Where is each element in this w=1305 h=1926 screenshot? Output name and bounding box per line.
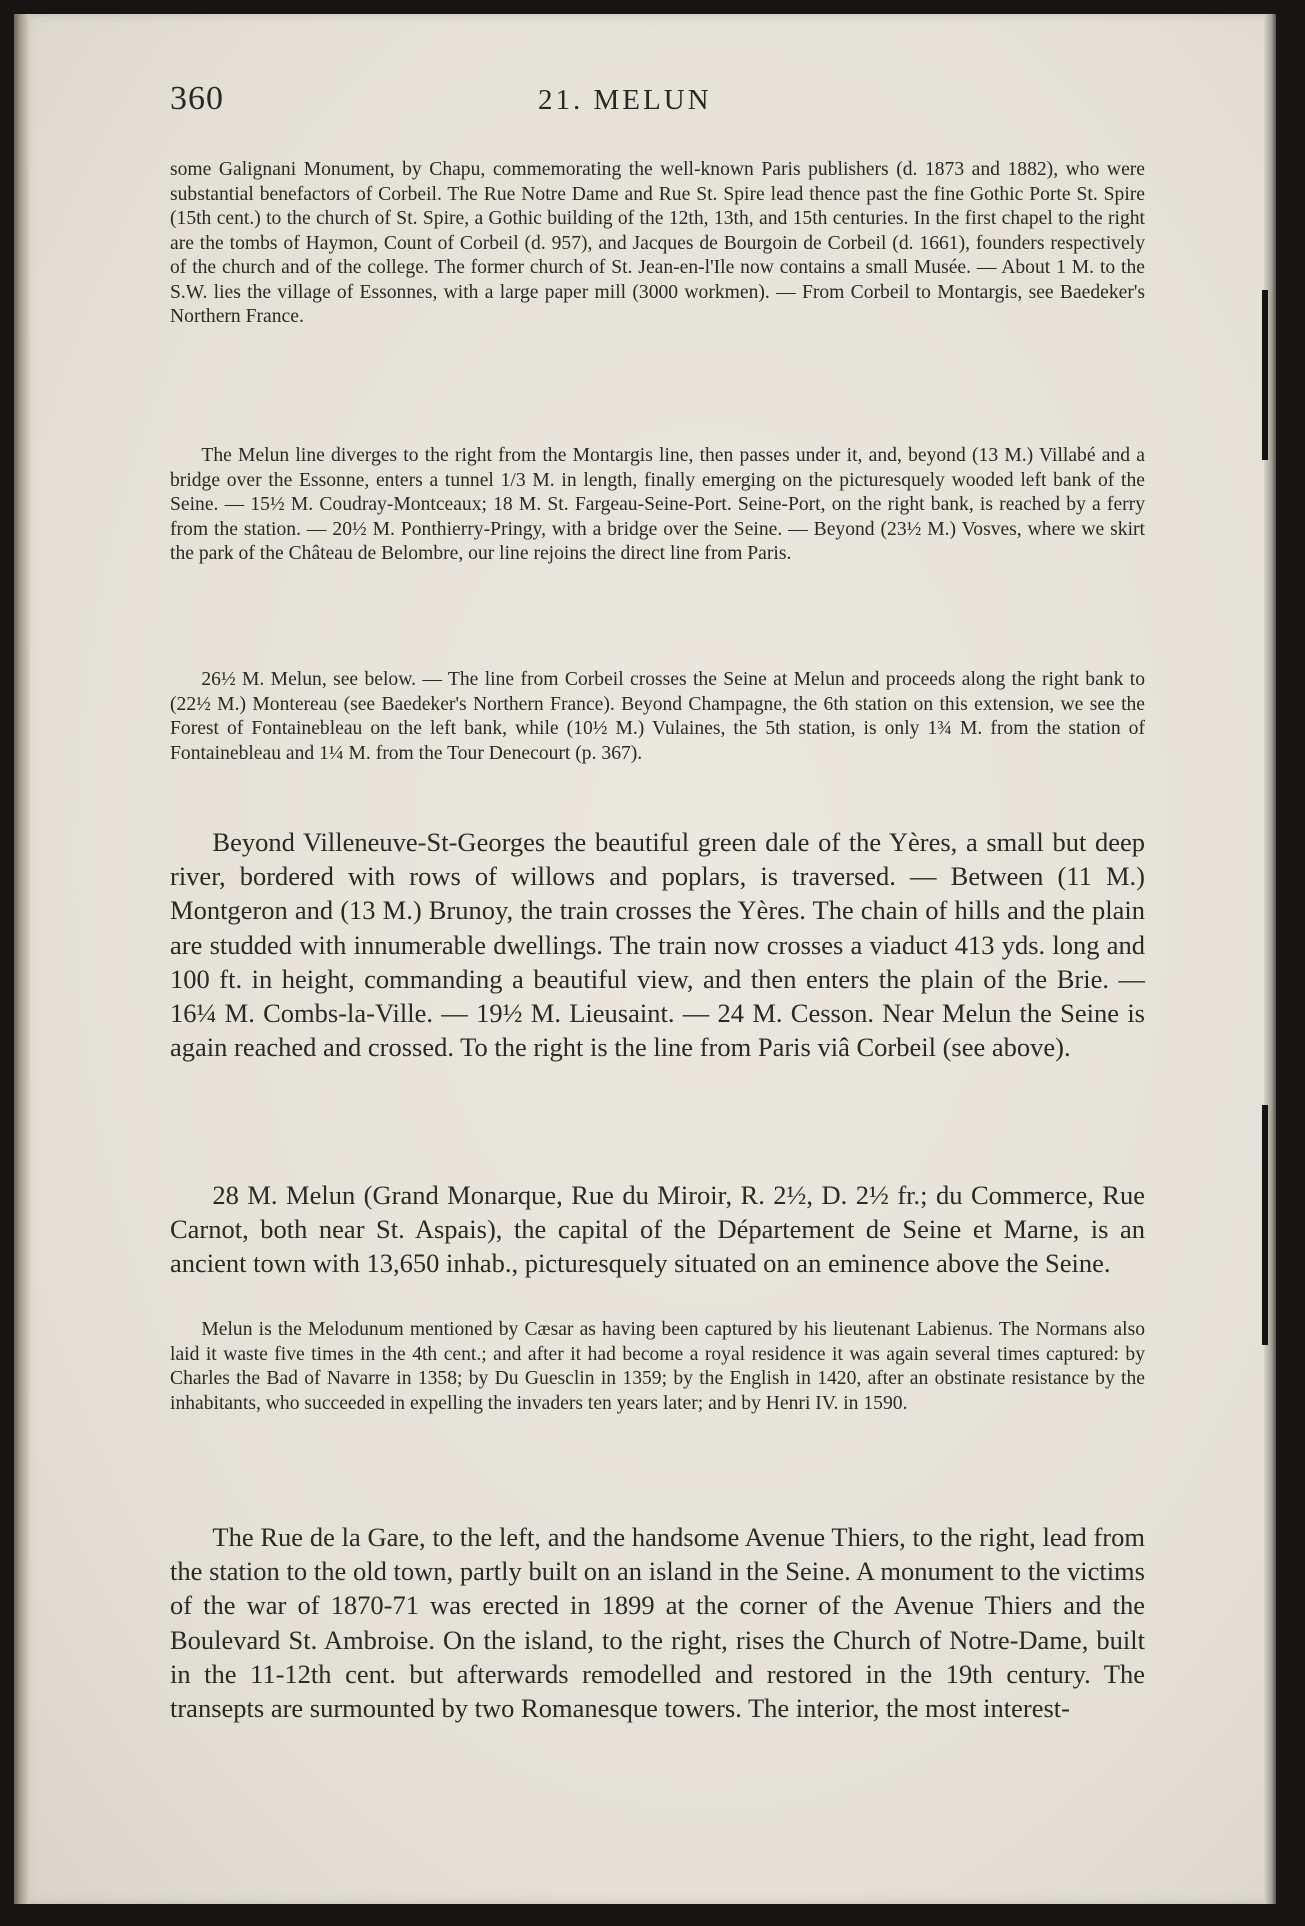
page-header <box>170 80 1150 120</box>
edge-tab-mark <box>1262 290 1268 460</box>
paragraph-villeneuve <box>170 825 1145 1064</box>
paragraph-text: some Galignani Monument, by Chapu, commemorating the well-known Paris publishers (d. 1873 and 1882), who were substantial benefactors of Corbeil. The Rue Notre Dame and Rue St. Spire lead thence past the fine Gothic Porte St. Spire (15th cent.) to the church of St. Spire, a Gothic building of the 12th, 13th, and 15th centuries. In the first chapel to the right are the tombs of Haymon, Count of Corbeil (d. 957), and Jacques de Bourgoin de Corbeil (d. 1661), founders respectively of the church and of the college. The former church of St. Jean-en-l'Ile now contains a small Musée. — About 1 M. to the S.W. lies the village of Essonnes, with a large paper mill (3000 workmen). — From Corbeil to Montargis, see Baedeker's Northern France. <box>170 159 1145 327</box>
paragraph-text: 28 M. Melun (Grand Monarque, Rue du Miroir, R. 2½, D. 2½ fr.; du Commerce, Rue Carnot, both near St. Aspais), the capital of the Département de Seine et Marne, is an ancient town with 13,650 inhab., picturesquely situated on an eminence above the Seine. <box>170 1180 1145 1279</box>
paragraph-melun-line <box>170 444 1145 567</box>
running-title: 21. MELUN <box>538 84 712 116</box>
paragraph-text: The Melun line diverges to the right from the Montargis line, then passes under it, and, beyond (13 M.) Villabé and a bridge over the Essonne, enters a tunnel 1/3 M. in length, finally emerging on the picturesquely wooded left bank of the Seine. — 15½ M. Coudray-Montceaux; 18 M. St. Fargeau-Seine-Port. Seine-Port, on the right bank, is reached by a ferry from the station. — 20½ M. Ponthierry-Pringy, with a bridge over the Seine. — Beyond (23½ M.) Vosves, where we skirt the park of the Château de Belombre, our line rejoins the direct line from Paris. <box>170 445 1145 564</box>
paragraph-text: Beyond Villeneuve-St-Georges the beautiful green dale of the Yères, a small but deep river, bordered with rows of willows and poplars, is traversed. — Between (11 M.) Montgeron and (13 M.) Brunoy, the train crosses the Yères. The chain of hills and the plain are studded with innumerable dwellings. The train now crosses a viaduct 413 yds. long and 100 ft. in height, commanding a beautiful view, and then enters the plain of the Brie. — 16¼ M. Combs-la-Ville. — 19½ M. Lieusaint. — 24 M. Cesson. Near Melun the Seine is again reached and crossed. To the right is the line from Paris viâ Corbeil (see above). <box>170 827 1145 1063</box>
paragraph-text: The Rue de la Gare, to the left, and the handsome Avenue Thiers, to the right, lead from the station to the old town, partly built on an island in the Seine. A monument to the victims of the war of 1870-71 was erected in 1899 at the corner of the Avenue Thiers and the Boulevard St. Ambroise. On the island, to the right, rises the Church of Notre-Dame, built in the 11-12th cent. but afterwards remodelled and restored in the 19th century. The transepts are surmounted by two Romanesque towers. The interior, the most interest- <box>170 1522 1145 1724</box>
paragraph-rue-de-la-gare <box>170 1520 1145 1725</box>
page-binding-shadow <box>14 14 30 1904</box>
paragraph-text: 26½ M. Melun, see below. — The line from Corbeil crosses the Seine at Melun and proceeds along the right bank to (22½ M.) Montereau (see Baedeker's Northern France). Beyond Champagne, the 6th station on this extension, we see the Forest of Fontainebleau on the left bank, while (10½ M.) Vulaines, the 5th station, is only 1¾ M. from the station of Fontainebleau and 1¼ M. from the Tour Denecourt (p. 367). <box>170 669 1145 764</box>
paragraph-text: Melun is the Melodunum mentioned by Cæsar as having been captured by his lieutenant Labienus. The Normans also laid it waste five times in the 4th cent.; and after it had become a royal residence it was again several times captured: by Charles the Bad of Navarre in 1358; by Du Guesclin in 1359; by the English in 1420, after an obstinate resistance by the inhabitants, who succeeded in expelling the invaders ten years later; and by Henri IV. in 1590. <box>170 1319 1145 1414</box>
paragraph-corbeil <box>170 158 1145 330</box>
edge-tab-mark <box>1262 1105 1268 1345</box>
paragraph-corbeil-line <box>170 668 1145 766</box>
page-number: 360 <box>170 80 224 117</box>
paragraph-melun-history <box>170 1318 1145 1416</box>
paragraph-melun-intro <box>170 1178 1145 1281</box>
